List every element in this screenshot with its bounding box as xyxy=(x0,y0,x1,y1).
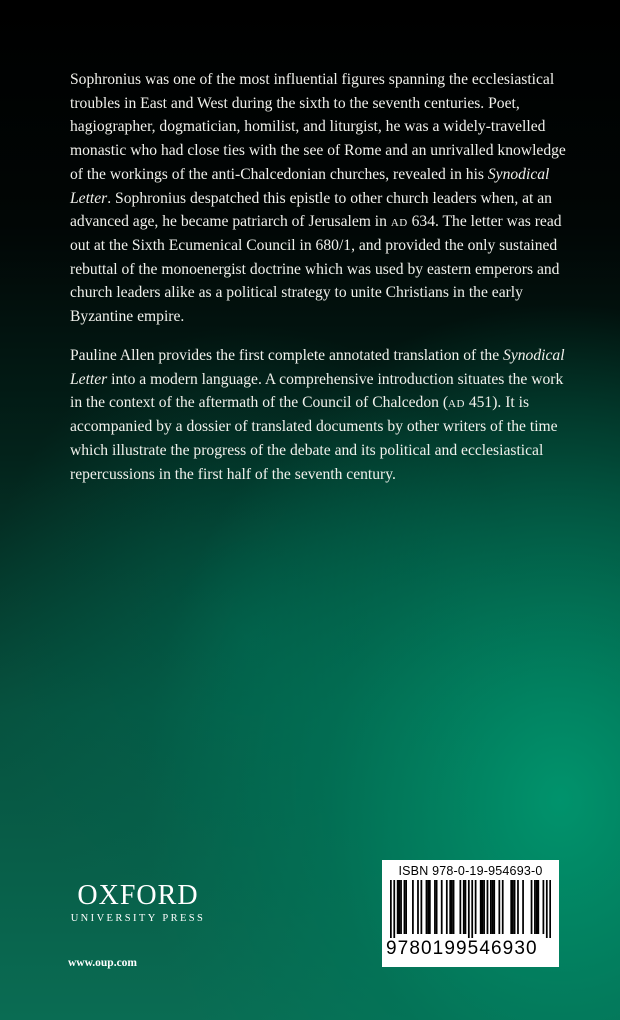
barcode-bar xyxy=(517,880,519,934)
barcode-bar xyxy=(487,880,489,934)
barcode-bar xyxy=(482,880,484,934)
barcode-bar xyxy=(397,880,399,934)
barcode-bar xyxy=(492,880,494,934)
blurb-paragraph-2 xyxy=(70,344,570,486)
barcode-bar xyxy=(426,880,428,934)
barcode-bar xyxy=(441,880,443,934)
barcode-bar xyxy=(537,880,539,934)
barcode-bar xyxy=(534,880,536,934)
publisher-subtitle: UNIVERSITY PRESS xyxy=(70,913,206,924)
barcode-bar xyxy=(434,880,436,934)
blurb-p1-era: ad xyxy=(390,213,408,231)
publisher-name: OXFORD xyxy=(77,880,199,911)
barcode-bar xyxy=(453,880,455,934)
blurb-paragraph-1 xyxy=(70,68,570,329)
blurb-p2-title: Synodical Letter xyxy=(70,347,565,388)
barcode-bar xyxy=(514,880,516,934)
barcode-bar xyxy=(398,880,400,934)
barcode-bar xyxy=(483,880,485,934)
barcode-bar xyxy=(531,880,533,934)
barcode-bar xyxy=(446,880,448,934)
barcode-bar xyxy=(436,880,438,934)
barcode-bar xyxy=(465,880,467,934)
barcode-bar xyxy=(427,880,429,934)
barcode-bar xyxy=(546,880,548,938)
barcode-bar xyxy=(421,880,423,934)
barcode-bar xyxy=(393,880,395,938)
barcode-bar xyxy=(471,880,473,938)
barcode-bar xyxy=(480,880,482,934)
isbn-barcode xyxy=(382,860,559,967)
blurb-p1-text-a: Sophronius was one of the most influential figures spanning the ecclesiastical troubles in East and West during the sixth to the seventh centuries. Poet, hagiographer, dogmatician, homilist, and liturgist, he was a widely-travelled monastic who had close ties with the see of Rome and an unrivalled knowledge of the workings of the anti-Chalcedonian churches, revealed in his xyxy=(70,71,566,183)
barcode-bar xyxy=(543,880,545,934)
barcode-bar xyxy=(412,880,414,934)
barcode-bar xyxy=(417,880,419,934)
barcode-bar xyxy=(404,880,406,934)
barcode-bar xyxy=(493,880,495,934)
barcode-bar xyxy=(510,880,512,934)
barcode-bar xyxy=(449,880,451,934)
blurb-p2-era: ad xyxy=(448,394,465,412)
blurb-p2-text-c: into a modern language. A comprehensive introduction situates the work in the context of the aftermath of the Council of Chalcedon ( xyxy=(70,370,564,412)
blurb-p2-text-e: 451). It is accompanied by a dossier of translated documents by other writers of the time which illustrate the progress of the debate and its political and ecclesiastical repercussions in the first half of the seventh century. xyxy=(70,394,558,483)
barcode-bar xyxy=(549,880,551,938)
barcode-bar xyxy=(498,880,500,934)
barcode-bar xyxy=(468,880,470,938)
barcode-bar xyxy=(459,880,461,934)
barcode-bar xyxy=(490,880,492,934)
blurb-p1-text-e: 634. The letter was read out at the Sixth Ecumenical Council in 680/1, and provided the only sustained rebuttal of the monoenergist doctrine which was used by eastern emperors and church leaders alike as a political strategy to unite Christians in the early Byzantine empire. xyxy=(70,213,562,326)
barcode-bar xyxy=(390,880,392,938)
blurb-p2-text-a: Pauline Allen provides the first complete annotated translation of the xyxy=(70,347,504,364)
publisher-url: www.oup.com xyxy=(68,957,138,969)
barcode-bar xyxy=(463,880,465,934)
barcode-bars xyxy=(390,880,551,938)
barcode-bar xyxy=(451,880,453,934)
barcode-bar xyxy=(512,880,514,934)
ean-digits: 9780199546930 xyxy=(386,938,538,959)
barcode-bar xyxy=(429,880,431,934)
publisher-logo xyxy=(68,881,208,926)
barcode-bar xyxy=(536,880,538,934)
blurb-p1-title: Synodical Letter xyxy=(70,165,550,207)
barcode-bar xyxy=(522,880,524,934)
barcode-bar xyxy=(400,880,402,934)
isbn-label: ISBN 978-0-19-954693-0 xyxy=(398,864,543,878)
barcode-bar xyxy=(405,880,407,934)
barcode-bar xyxy=(475,880,477,934)
barcode-bar xyxy=(502,880,504,934)
blurb-p1-text-c: . Sophronius despatched this epistle to other church leaders when, at an advanced age, he became patriarch of Jerusalem in xyxy=(70,189,552,231)
